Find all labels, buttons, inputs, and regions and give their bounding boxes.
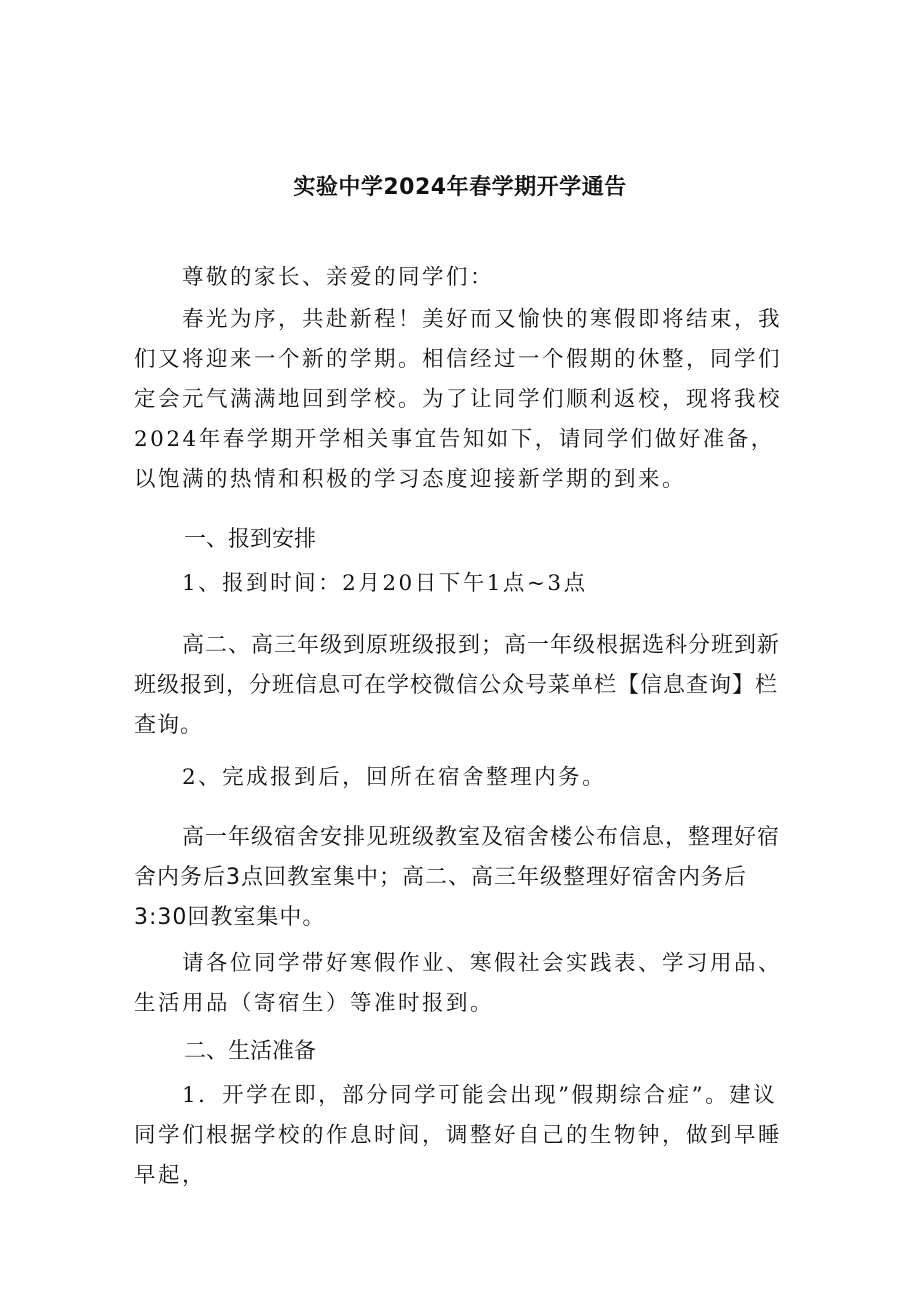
document-title: 实验中学2024年春学期开学通告 bbox=[293, 175, 627, 200]
intro-paragraph: 春光为序，共赴新程！美好而又愉快的寒假即将结束，我们又将迎来一个新的学期。相信经过一个假期的休整，同学们定会元气满满地回到学校。为了让同学们顺利返校，现将我校2024年春学期开学相关事宜告知如下，请同学们做好准备，以饱满的热情和积极的学习态度迎接新学期的到来。 bbox=[134, 307, 783, 492]
section-heading-life-preparation: 二、生活准备 bbox=[184, 1039, 317, 1064]
registration-class-info: 高二、高三年级到原班级报到；高一年级根据选科分班到新班级报到，分班信息可在学校微信公众号菜单栏【信息查询】栏查询。 bbox=[134, 633, 781, 738]
section-heading-registration: 一、报到安排 bbox=[184, 527, 317, 552]
greeting: 尊敬的家长、亲爱的同学们： bbox=[182, 265, 495, 290]
dorm-arrangement-info: 高一年级宿舍安排见班级教室及宿舍楼公布信息，整理好宿舍内务后3点回教室集中；高二、高三年级整理好宿舍内务后3:30回教室集中。 bbox=[134, 825, 781, 930]
registration-time: 1、报到时间：2月20日下午1点~3点 bbox=[182, 571, 588, 596]
registration-reminder: 请各位同学带好寒假作业、寒假社会实践表、学习用品、生活用品（寄宿生）等准时报到。 bbox=[134, 951, 783, 1016]
life-preparation-item: 1．开学在即，部分同学可能会出现”假期综合症”。建议同学们根据学校的作息时间，调整好自己的生物钟，做到早睡早起， bbox=[134, 1083, 783, 1188]
dorm-instruction: 2、完成报到后，回所在宿舍整理内务。 bbox=[182, 765, 607, 790]
